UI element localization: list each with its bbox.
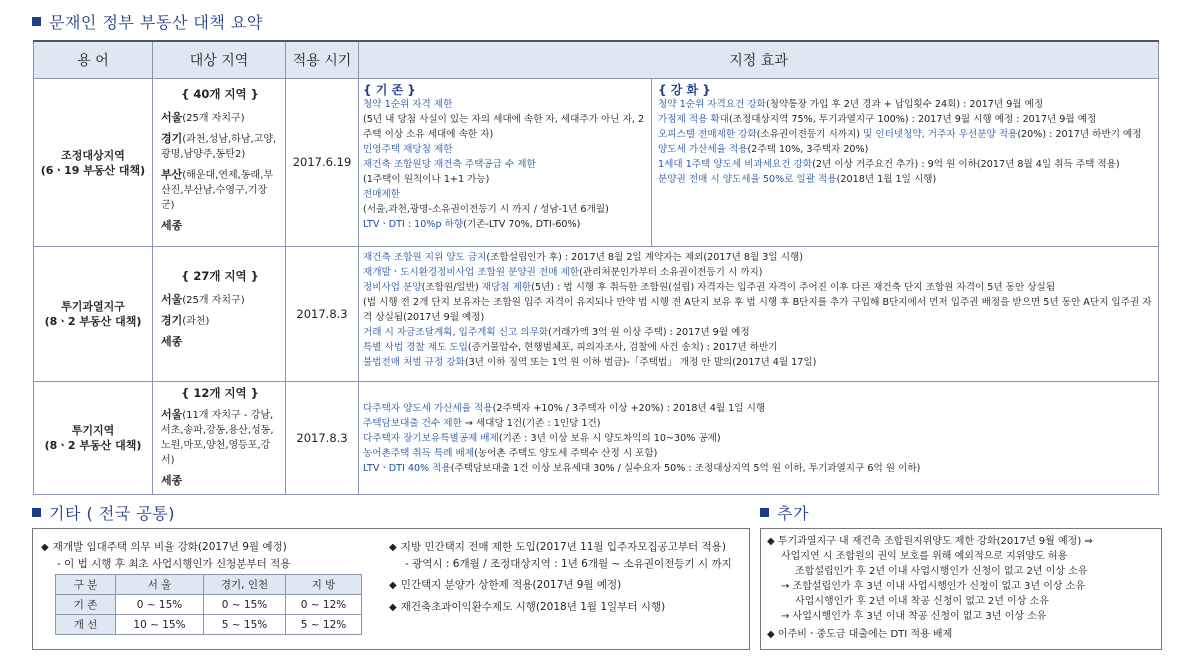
etc-box bbox=[32, 528, 750, 650]
add-line: → 사업시행인가 후 3년 이내 착공 신청이 없고 3년 이상 소유 bbox=[781, 611, 1047, 622]
policy-table bbox=[33, 40, 1159, 495]
page-title: 문재인 정부 부동산 대책 요약 bbox=[32, 10, 263, 33]
term-cell: 투기과열지구 (8ㆍ2 부동산 대책) bbox=[34, 247, 153, 382]
region-cell bbox=[153, 79, 286, 247]
header-term: 용 어 bbox=[34, 41, 153, 79]
diamond-bullet-icon: ◆ bbox=[389, 602, 397, 613]
effect-line: 민영주택 재당첨 제한 bbox=[363, 144, 453, 155]
effect-line: (법 시행 전 2개 단지 보유자는 조합원 입주 자격이 유지되나 만약 법 시행 전 A단지 보유 후 법 시행 후 B단지를 추가 구입해 B단지에서 먼저 입주권 배정을 받으면 5년 동안 A단지 입주권 자격 상실됨(2017년 9월 예정) bbox=[363, 297, 1152, 323]
effect-existing: { 기 존 } 청약 1순위 자격 제한 (5년 내 당첨 사실이 있는 자의 세대에 속한 자, 세대주가 아닌 자, 2주택 이상 소유 세대에 속한 자) 민영주택 재당첨 제한 재건축 조합원당 재건축 주택공급 수 제한 (1주택이 원칙이나 1+1 가능) 전매제한 (서울,과천,광명-소유권이전등기 시 까지 / 성남-1년 6개월) LTVㆍDTI : 10%p 하향(기존-LTV 70%, DTI-60%) bbox=[363, 79, 652, 246]
effect-cell bbox=[359, 247, 1159, 382]
effect-line: LTVㆍDTI : 10%p 하향(기존-LTV 70%, DTI-60%) bbox=[363, 219, 581, 230]
diamond-bullet-icon: ◆ bbox=[41, 542, 49, 553]
add-line: → 조합설립인가 후 3년 이내 사업시행인가 신청이 없고 3년 이상 소유 bbox=[781, 581, 1086, 592]
effect-line: 불법전매 처벌 규정 강화(3년 이하 징역 또는 1억 원 이하 벌금)-「주택법」 개정 안 발의(2017년 4월 17일) bbox=[363, 357, 817, 368]
region-cell bbox=[153, 247, 286, 382]
effect-line: 1세대 1주택 양도세 비과세요건 강화(2년 이상 거주요건 추가) : 9억 원 이하(2017년 8월 4일 취득 주택 적용) bbox=[658, 159, 1120, 170]
diamond-bullet-icon: ◆ bbox=[389, 580, 397, 591]
add-line: ◆ 이주비ㆍ중도금 대출에는 DTI 적용 배제 bbox=[767, 629, 953, 640]
region-item: 경기(과천,성남,하남,고양,광명,남양주,동탄2) bbox=[161, 132, 277, 160]
square-bullet-icon bbox=[760, 508, 769, 517]
table-row bbox=[34, 79, 1159, 247]
etc-right-bullets: ◆ 지방 민간택지 전매 제한 도입(2017년 11월 입주자모집공고부터 적용) - 광역시 : 6개월 / 조정대상지역 : 1년 6개월 ~ 소유권이전등기 시 까지 ◆ 민간택지 분양가 상한제 적용(2017년 9월 예정) ◆ 재건축초과이익환수제도 시행(2018년 1월 1일부터 시행) bbox=[389, 541, 732, 613]
region-item: 경기(과천) bbox=[161, 314, 210, 327]
effect-cell bbox=[359, 79, 1159, 247]
effect-line: 양도세 가산세율 적용(2주택 10%, 3주택자 20%) bbox=[658, 144, 869, 155]
etc-section-title: 기타 ( 전국 공통) bbox=[32, 501, 175, 524]
header-effect: 지정 효과 bbox=[359, 41, 1159, 79]
region-count: { 12개 지역 } bbox=[181, 386, 259, 400]
effect-line: 전매제한 bbox=[363, 189, 401, 200]
region-item: 세종 bbox=[161, 219, 183, 232]
effect-line: (서울,과천,광명-소유권이전등기 시 까지 / 성남-1년 6개월) bbox=[363, 204, 609, 215]
table-header-row bbox=[34, 41, 1159, 79]
effect-line: 재건축 조합원당 재건축 주택공급 수 제한 bbox=[363, 159, 536, 170]
header-date: 적용 시기 bbox=[286, 41, 359, 79]
region-count: { 40개 지역 } bbox=[181, 87, 259, 101]
square-bullet-icon bbox=[32, 17, 41, 26]
date-cell: 2017.8.3 bbox=[286, 247, 359, 382]
term-cell: 투기지역 (8ㆍ2 부동산 대책) bbox=[34, 382, 153, 495]
region-item: 서울(25개 자치구) bbox=[161, 293, 245, 306]
effect-line: 거래 시 자금조달계획, 입주계획 신고 의무화(거래가액 3억 원 이상 주택) : 2017년 9월 예정 bbox=[363, 327, 750, 338]
date-cell: 2017.8.3 bbox=[286, 382, 359, 495]
effect-strengthened: { 강 화 } 청약 1순위 자격요건 강화(청약통장 가입 후 2년 경과 + 납입횟수 24회) : 2017년 9월 예정 가점제 적용 확대(조정대상지역 75%, 투기과열지구 100%) : 2017년 9월 시행 예정 : 2017년 9월 예정 오피스텔 전매제한 강화(소유권이전등기 시까지) 및 인터넷청약, 거주자 우선분양 적용(20%) : 2017년 하반기 예정 양도세 가산세율 적용(2주택 10%, 3주택자 20%) 1세대 1주택 양도세 비과세요건 강화(2년 이상 거주요건 추가) : 9억 원 이하(2017년 8월 4일 취득 주택 적용) 분양권 전매 시 양도세율 50%로 일괄 적용(2018년 1월 1일 시행) bbox=[652, 79, 1154, 246]
region-item: 부산(해운대,연제,동래,부산진,부산남,수영구,기장군) bbox=[161, 168, 273, 211]
add-box bbox=[760, 528, 1162, 650]
add-line: 조합설립인가 후 2년 이내 사업시행인가 신청이 없고 2년 이상 소유 bbox=[795, 566, 1088, 577]
diamond-bullet-icon: ◆ bbox=[389, 542, 397, 553]
effect-line: 주택담보대출 건수 제한 → 세대당 1건(기존 : 1인당 1건) bbox=[363, 417, 601, 429]
effect-line: LTVㆍDTI 40% 적용(주택담보대출 1건 이상 보유세대 30% / 실수요자 50% : 조정대상지역 5억 원 이하, 투기과열지구 6억 원 이하) bbox=[363, 462, 921, 474]
effect-line: 재건축 조합원 지위 양도 금지(조합설립인가 후) : 2017년 8월 2일 계약자는 제외(2017년 8월 3일 시행) bbox=[363, 252, 803, 263]
region-count: { 27개 지역 } bbox=[181, 269, 259, 283]
effect-line: (1주택이 원칙이나 1+1 가능) bbox=[363, 174, 490, 185]
header-region: 대상 지역 bbox=[153, 41, 286, 79]
region-cell bbox=[153, 382, 286, 495]
effect-line: 다주택자 양도세 가산세율 적용(2주택자 +10% / 3주택자 이상 +20%) : 2018년 4월 1일 시행 bbox=[363, 402, 766, 414]
region-item: 서울(11개 자치구 - 강남,서초,송파,강동,용산,성동,노원,마포,양천,영등포,강서) bbox=[161, 408, 274, 466]
region-item: 서울(25개 자치구) bbox=[161, 111, 245, 124]
effect-line: 특별 사법 경찰 제도 도입(증거물압수, 현행범체포, 피의자조사, 검찰에 사건 송치) : 2017년 하반기 bbox=[363, 342, 778, 353]
table-row bbox=[34, 247, 1159, 382]
region-item: 세종 bbox=[161, 335, 183, 348]
effect-line: 분양권 전매 시 양도세율 50%로 일괄 적용(2018년 1월 1일 시행) bbox=[658, 174, 937, 185]
ratio-table bbox=[55, 574, 362, 635]
ratio-header-row: 구 분 서 울 경기, 인천 지 방 bbox=[56, 575, 362, 595]
add-line: 사업지연 시 조합원의 권익 보호를 위해 예외적으로 지위양도 허용 bbox=[781, 551, 1068, 562]
effect-line: 오피스텔 전매제한 강화(소유권이전등기 시까지) 및 인터넷청약, 거주자 우선분양 적용(20%) : 2017년 하반기 예정 bbox=[658, 129, 1142, 140]
effect-line: 다주택자 장기보유특별공제 배제(기존 : 3년 이상 보유 시 양도차익의 10~30% 공제) bbox=[363, 432, 721, 444]
effect-line: 농어촌주택 취득 특례 배제(농어촌 주택도 양도세 주택수 산정 시 포함) bbox=[363, 447, 658, 459]
add-line: ◆ 투기과열지구 내 재건축 조합원지위양도 제한 강화(2017년 9월 예정) ⇒ bbox=[767, 536, 1093, 547]
effect-cell bbox=[359, 382, 1159, 495]
etc-left-bullet: ◆ 재개발 임대주택 의무 비율 강화(2017년 9월 예정) - 이 법 시행 후 최초 사업시행인가 신청분부터 적용 bbox=[41, 541, 291, 570]
table-row: 기 존 0 ~ 15% 0 ~ 15% 0 ~ 12% bbox=[56, 595, 362, 615]
effect-line: 정비사업 분양(조합원/일반) 재당첨 제한(5년) : 법 시행 후 취득한 조합원(설립) 자격자는 입주권 자격이 주어진 이후 다른 재건축 단지 조합원 자격이 5년 동안 상실됨 bbox=[363, 282, 1056, 293]
effect-line: 가점제 적용 확대(조정대상지역 75%, 투기과열지구 100%) : 2017년 9월 시행 예정 : 2017년 9월 예정 bbox=[658, 114, 1097, 125]
add-section-title: 추가 bbox=[760, 501, 809, 524]
term-cell: 조정대상지역 (6ㆍ19 부동산 대책) bbox=[34, 79, 153, 247]
add-line: 사업시행인가 후 2년 이내 착공 신청이 없고 2년 이상 소유 bbox=[795, 596, 1049, 607]
region-item: 세종 bbox=[161, 474, 183, 487]
effect-line: 재개발ㆍ도시환경정비사업 조합원 분양권 전매 제한(관리처분인가부터 소유권이전등기 시 까지) bbox=[363, 267, 763, 278]
effect-line: 청약 1순위 자격요건 강화(청약통장 가입 후 2년 경과 + 납입횟수 24회) : 2017년 9월 예정 bbox=[658, 99, 1044, 110]
effect-line: 청약 1순위 자격 제한 bbox=[363, 99, 453, 110]
square-bullet-icon bbox=[32, 508, 41, 517]
table-row bbox=[34, 382, 1159, 495]
effect-line: (5년 내 당첨 사실이 있는 자의 세대에 속한 자, 세대주가 아닌 자, 2주택 이상 소유 세대에 속한 자) bbox=[363, 114, 645, 140]
table-row: 개 선 10 ~ 15% 5 ~ 15% 5 ~ 12% bbox=[56, 615, 362, 635]
date-cell: 2017.6.19 bbox=[286, 79, 359, 247]
